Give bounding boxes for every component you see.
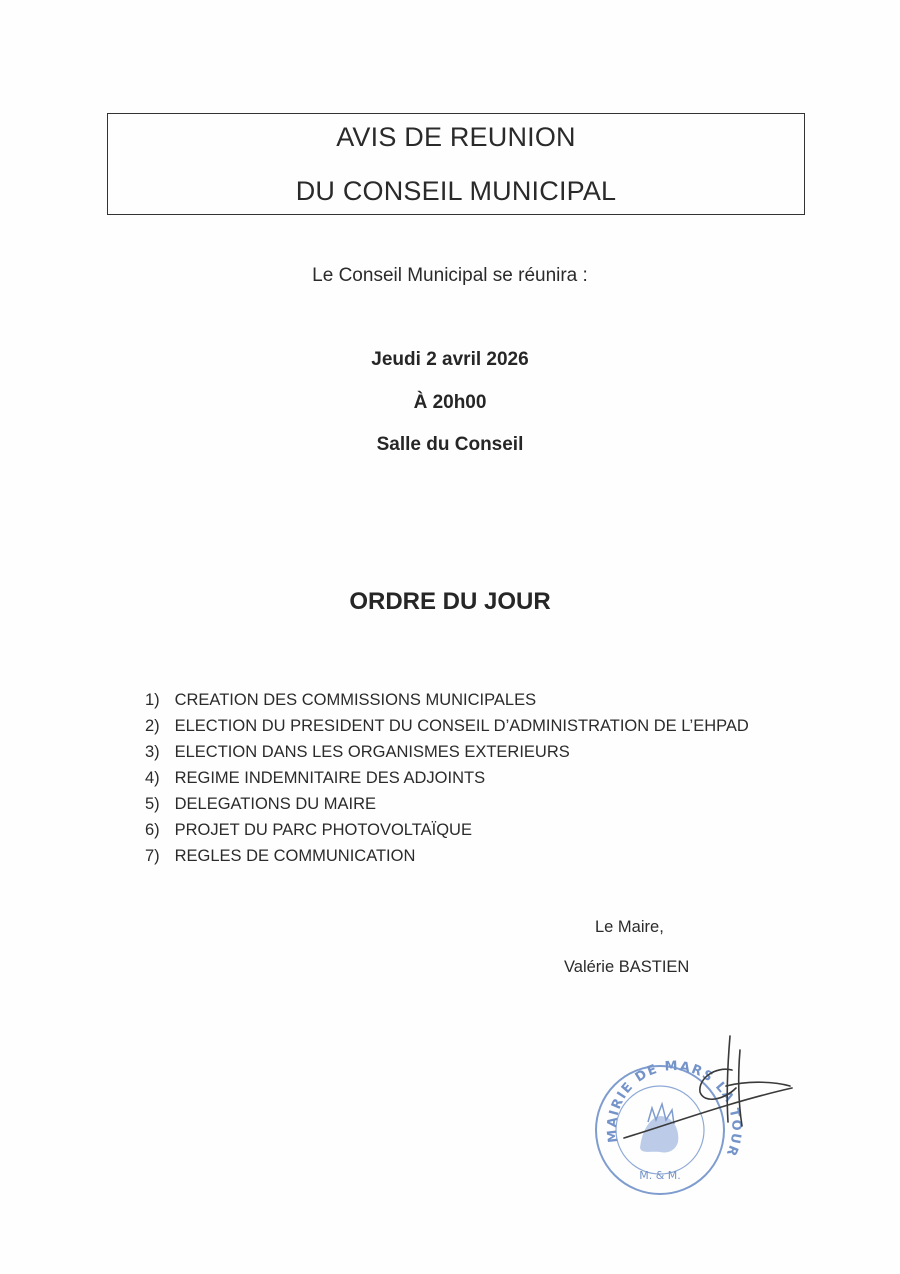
intro-text: Le Conseil Municipal se réunira : (312, 265, 588, 286)
agenda-item (145, 792, 749, 818)
agenda-item (145, 688, 749, 714)
title-box (107, 113, 805, 215)
signatory-name: Valérie BASTIEN (564, 958, 690, 976)
agenda-item-number: 2) (145, 717, 160, 735)
agenda-item-label: REGIME INDEMNITAIRE DES ADJOINTS (174, 769, 486, 787)
agenda-item-number: 5) (145, 795, 160, 813)
agenda-item-label: ELECTION DU PRESIDENT DU CONSEIL D’ADMINISTRATION DE L’EHPAD (174, 717, 749, 735)
stamp-seal (596, 1059, 744, 1194)
agenda-item-number: 3) (145, 743, 160, 761)
agenda-item (145, 766, 749, 792)
agenda-item-label: CREATION DES COMMISSIONS MUNICIPALES (174, 691, 537, 709)
agenda-list (145, 688, 749, 870)
meeting-date: Jeudi 2 avril 2026 (371, 349, 529, 370)
stamp-and-signature (580, 1030, 810, 1210)
agenda-item (145, 740, 749, 766)
agenda-item-label: REGLES DE COMMUNICATION (174, 847, 416, 865)
agenda-title: ORDRE DU JOUR (349, 588, 551, 615)
stamp-initials: M. & M. (639, 1169, 681, 1182)
notice-title: AVIS DE REUNION (336, 122, 576, 152)
meeting-time: À 20h00 (413, 392, 487, 413)
agenda-item-number: 6) (145, 821, 160, 839)
agenda-item-number: 7) (145, 847, 160, 865)
agenda-item (145, 844, 749, 870)
notice-subtitle: DU CONSEIL MUNICIPAL (295, 176, 617, 206)
agenda-item-label: PROJET DU PARC PHOTOVOLTAÏQUE (174, 821, 472, 839)
agenda-item-number: 4) (145, 769, 160, 787)
meeting-place: Salle du Conseil (376, 434, 524, 455)
agenda-item-number: 1) (145, 691, 160, 709)
signatory-title: Le Maire, (595, 918, 664, 936)
agenda-item-label: ELECTION DANS LES ORGANISMES EXTERIEURS (174, 743, 570, 761)
official-stamp-icon (580, 1030, 810, 1210)
stamp-text: MAIRIE DE MARS LA TOUR (604, 1058, 744, 1160)
agenda-item-label: DELEGATIONS DU MAIRE (174, 795, 376, 813)
agenda-item (145, 714, 749, 740)
agenda-item (145, 818, 749, 844)
